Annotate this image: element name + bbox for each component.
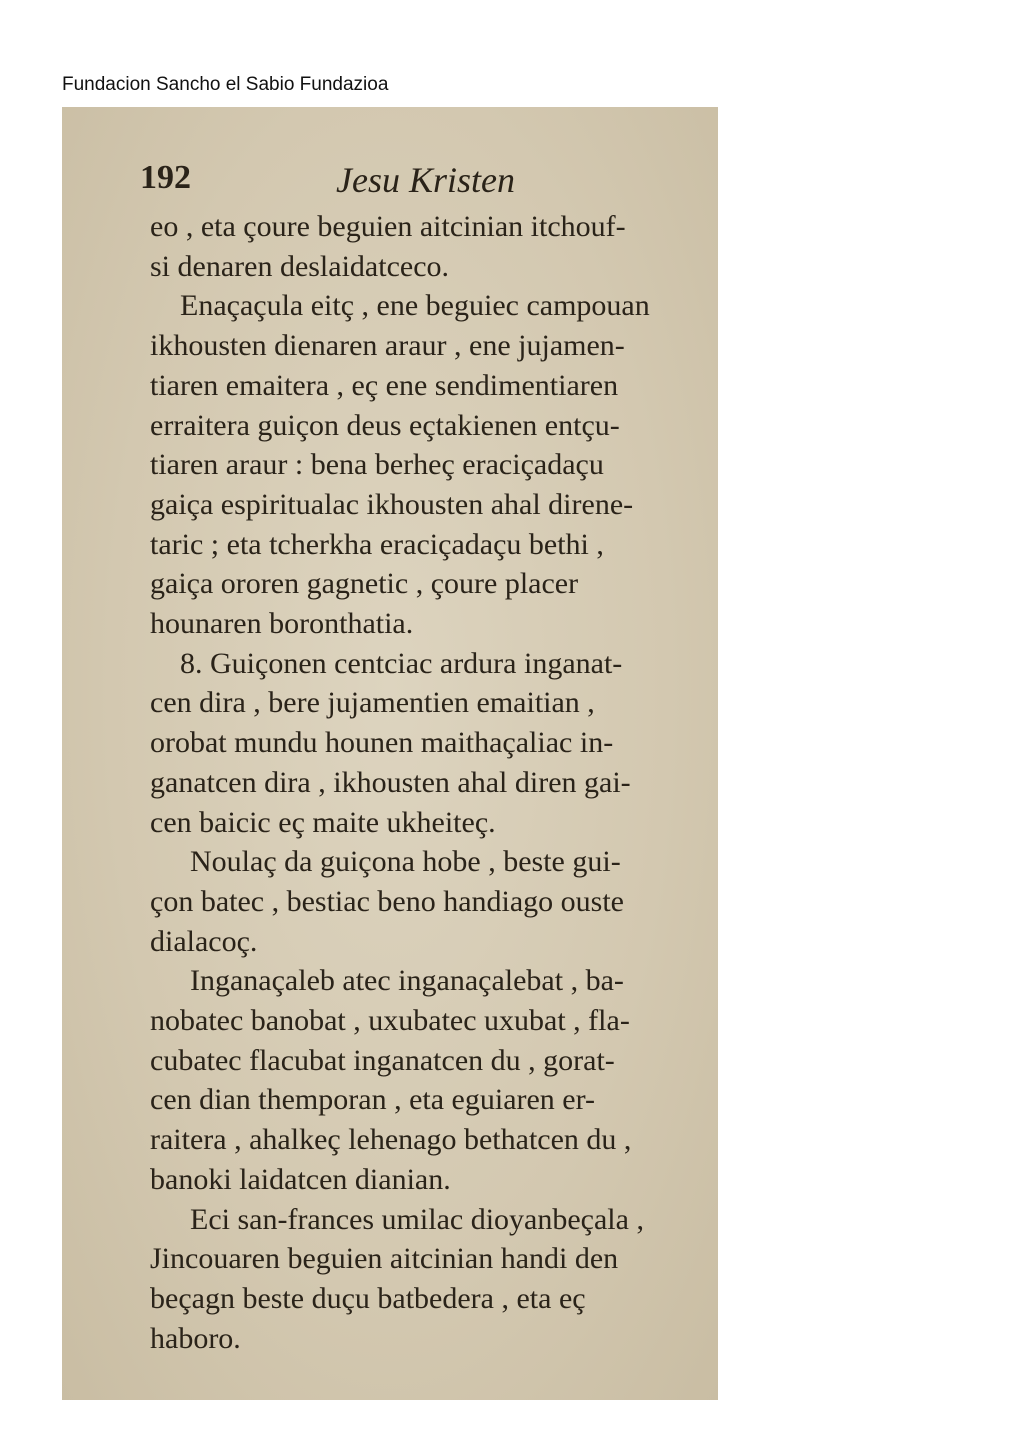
- text-line: Eci san-frances umilac dioyanbeçala ,: [190, 1202, 644, 1236]
- text-line: taric ; eta tcherkha eraciçadaçu bethi ,: [150, 527, 604, 561]
- text-line: dialacoç.: [150, 924, 258, 958]
- text-line: cen dian themporan , eta eguiaren er-: [150, 1083, 596, 1117]
- text-line: tiaren emaitera , eç ene sendimentiaren: [150, 368, 619, 402]
- text-line: nobatec banobat , uxubatec uxubat , fla-: [150, 1004, 630, 1038]
- text-line: 8. Guiçonen centciac ardura inganat-: [180, 646, 623, 680]
- text-line: ganatcen dira , ikhousten ahal diren gai-: [150, 765, 631, 799]
- text-line: çon batec , bestiac beno handiago ouste: [150, 884, 624, 918]
- text-line: erraitera guiçon deus eçtakienen entçu-: [150, 408, 620, 442]
- text-line: tiaren araur : bena berheç eraciçadaçu: [150, 448, 604, 482]
- body-text: [150, 207, 710, 1358]
- running-title: Jesu Kristen: [336, 160, 515, 200]
- text-line: cen dira , bere jujamentien emaitian ,: [150, 686, 595, 720]
- page-number: 192: [140, 159, 191, 196]
- text-line: Enaçaçula eitç , ene beguiec campouan: [180, 289, 650, 323]
- text-line: Inganaçaleb atec inganaçalebat , ba-: [190, 964, 624, 998]
- text-line: banoki laidatcen dianian.: [150, 1162, 451, 1196]
- text-line: raitera , ahalkeç lehenago bethatcen du ,: [150, 1123, 632, 1157]
- text-line: cubatec flacubat inganatcen du , gorat-: [150, 1043, 615, 1077]
- source-header: Fundacion Sancho el Sabio Fundazioa: [62, 74, 389, 95]
- text-line: cen baicic eç maite ukheiteç.: [150, 805, 496, 839]
- text-line: beçagn beste duçu batbedera , eta eç: [150, 1281, 586, 1315]
- text-line: eo , eta çoure beguien aitcinian itchouf-: [150, 210, 626, 243]
- text-line: gaiça espiritualac ikhousten ahal direne-: [150, 487, 634, 521]
- text-line: ikhousten dienaren araur , ene jujamen-: [150, 329, 625, 363]
- text-line: gaiça ororen gagnetic , çoure placer: [150, 567, 579, 601]
- text-line: haboro.: [150, 1321, 241, 1355]
- text-line: si denaren deslaidatceco.: [150, 249, 450, 283]
- text-line: hounaren boronthatia.: [150, 607, 414, 641]
- page-head: [140, 159, 700, 205]
- text-line: orobat mundu hounen maithaçaliac in-: [150, 726, 614, 760]
- text-line: Noulaç da guiçona hobe , beste gui-: [190, 845, 621, 879]
- text-line: Jincouaren beguien aitcinian handi den: [150, 1242, 619, 1276]
- scanned-page: [62, 107, 718, 1400]
